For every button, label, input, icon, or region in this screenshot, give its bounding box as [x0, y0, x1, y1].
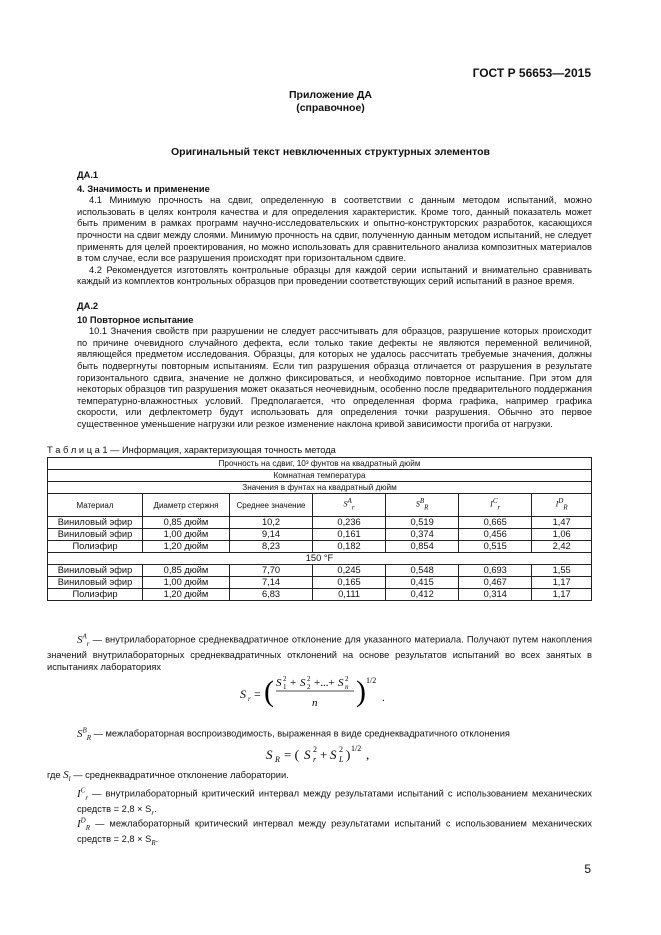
svg-text:.: . — [382, 692, 385, 704]
precision-table — [47, 457, 592, 601]
col-sr: $S^A_r$ — [313, 494, 386, 517]
svg-text:,: , — [366, 747, 370, 762]
note-sR: $S^B_R$ — межлабораторная воспроизводимость, выраженная в виде среднеквадратичного отклонения — [47, 725, 592, 744]
table-row: Полиэфир 1,20 дюйм 8,23 0,182 0,854 0,515 2,42 — [48, 541, 592, 553]
note-ir: $I^C_r$ — внутрилабораторный критический интервал между результатами испытаний с использованием механических средств = $2,8 \times S_r$. — [77, 786, 592, 818]
da2-paragraph-1: 10.1 Значения свойств при разрушении не следует рассчитывать для образцов, разрушение которых происходит по причине очевидного случайного дефекта, если только такие дефекты не являются переменной величиной, являющейся предметом исследования. Образцы, для которых не удалось рассчитать требуемые значения, должны быть подвергнуты повторным испытаниям. Если тип разрушения образца отличается от разрушения в результате горизонтального сдвига, значение не должно фиксироваться, и необходимо повторное испытание. При этом для некоторых образцов тип разрушения может оказаться неочевидным, особенно после предварительного поддержания температурно-влажностных условий. Предполагается, что определенная форма графика, например графика скорости, или дефлектометр будут использовать для определения точки разрушения. Обычно это первое существенное уменьшение нагрузки или резкое изменение наклона кривой зависимости прогиба от нагрузки. — [77, 326, 592, 429]
svg-text:r: r — [313, 755, 317, 764]
svg-text:1: 1 — [283, 683, 287, 691]
svg-text:n: n — [345, 683, 349, 691]
section-da1 — [77, 170, 592, 288]
col-sR: $S^B_R$ — [386, 494, 459, 517]
table-header-1: Прочность на сдвиг, 10³ фунтов на квадратный дюйм — [48, 458, 592, 470]
da1-heading: 4. Значимость и применение — [77, 183, 210, 194]
table-row: Виниловый эфир 1,00 дюйм 9,14 0,161 0,374 0,456 1,06 — [48, 529, 592, 541]
svg-text:+...+: +...+ — [314, 677, 335, 689]
table-header-2: Комнатная температура — [48, 470, 592, 482]
svg-text:2: 2 — [313, 745, 317, 754]
svg-text:S: S — [276, 677, 282, 689]
svg-text:+: + — [320, 747, 328, 762]
note-sr: $S^A_r$ — внутрилабораторное среднеквадратичное отклонение для указанного материала. Получают путем накопления значений внутрилабораторных среднеквадратичных отклонений на основе результатов испытаний во всех занятых в испытаниях лабораториях — [47, 632, 592, 673]
svg-text:S: S — [338, 677, 344, 689]
svg-text:1/2: 1/2 — [351, 744, 362, 753]
col-mean: Среднее значение — [230, 494, 313, 517]
svg-text:L: L — [339, 755, 344, 764]
table-row: Виниловый эфир 0,85 дюйм 7,70 0,245 0,548 0,693 1,55 — [48, 565, 592, 577]
section-title: Оригинальный текст невключенных структурных элементов — [171, 146, 490, 158]
symbol-sR: $S^B_R$ — [77, 726, 92, 742]
svg-text:(: ( — [264, 675, 274, 708]
col-iR: $I^D_R$ — [532, 494, 592, 517]
svg-text:S: S — [304, 747, 311, 762]
da2-label: ДА.2 — [77, 301, 99, 311]
svg-text:S: S — [240, 687, 246, 701]
svg-text:R: R — [275, 755, 280, 764]
svg-text:): ) — [356, 675, 366, 708]
svg-text:=: = — [254, 687, 261, 701]
formula-sr — [240, 672, 400, 716]
da1-paragraph-2: 4.2 Рекомендуется изготовлять контрольные образцы для каждой серии испытаний и внимательно сравнивать каждый из комплектов контрольных образцов при проведении соответствующих серий испытаний в разное время. — [77, 264, 592, 287]
standard-number: ГОСТ Р 56653—2015 — [472, 66, 591, 80]
da1-label: ДА.1 — [77, 170, 99, 180]
svg-text:r: r — [248, 695, 251, 703]
da2-heading: 10 Повторное испытание — [77, 314, 194, 325]
table-caption: Т а б л и ц а 1 — Информация, характеризующая точность метода — [47, 445, 336, 455]
symbol-sr: $S^A_r$ — [77, 632, 90, 648]
svg-text:2: 2 — [339, 745, 343, 754]
col-material: Материал — [48, 494, 143, 517]
col-ir: $I^C_r$ — [459, 494, 532, 517]
svg-text:2: 2 — [307, 675, 311, 683]
svg-text:n: n — [312, 697, 318, 709]
table-row: Виниловый эфир 1,00 дюйм 7,14 0,165 0,415 0,467 1,17 — [48, 577, 592, 589]
page-number: 5 — [584, 862, 591, 876]
appendix-heading — [0, 89, 661, 115]
svg-text:S: S — [266, 747, 273, 762]
appendix-title: Приложение ДА — [289, 89, 372, 101]
section-da2 — [77, 301, 592, 431]
table-row: Полиэфир 1,20 дюйм 6,83 0,111 0,412 0,314 1,17 — [48, 589, 592, 601]
svg-text:2: 2 — [283, 675, 287, 683]
svg-text:1/2: 1/2 — [366, 676, 377, 685]
symbol-iR: $I^D_R$ — [77, 816, 91, 832]
temperature-row: 150 °F — [48, 553, 592, 565]
svg-text:+: + — [290, 677, 297, 689]
table-header-3: Значения в фунтах на квадратный дюйм — [48, 482, 592, 494]
svg-text:2: 2 — [345, 675, 349, 683]
svg-text:S: S — [300, 677, 306, 689]
table-column-headers — [48, 494, 592, 517]
note-iR: $I^D_R$ — межлабораторный критический интервал между результатами испытаний с использованием механических средств = $2,8 \times S_R$. — [77, 816, 592, 848]
note-where: где $S_l$ — среднеквадратичное отклонение лаборатории. — [47, 769, 289, 784]
formula-sR — [266, 741, 386, 767]
col-diameter: Диаметр стержня — [143, 494, 230, 517]
da1-paragraph-1: 4.1 Минимую прочность на сдвиг, определенную в соответствии с данным методом испытаний, можно использовать в целях контроля качества и для определения характеристик. Кроме того, данный показатель может быть применим в рамках программ научно-исследовательских и опытно-конструкторских разработок, касающихся прочности на сдвиг между слоями. Минимую прочность на сдвиг, полученную данным методом испытаний, не следует применять для целей проектирования, но можно использовать для сравнительного анализа композитных материалов в том случае, если все разрушения происходят при горизонтальном сдвиге. — [77, 195, 592, 264]
table-row: Виниловый эфир 0,85 дюйм 10,2 0,236 0,519 0,665 1,47 — [48, 517, 592, 529]
svg-text:S: S — [330, 747, 337, 762]
svg-text:= (: = ( — [284, 747, 299, 762]
symbol-ir: $I^C_r$ — [77, 786, 89, 802]
symbol-sl: $S_l$ — [63, 769, 71, 784]
svg-text:2: 2 — [307, 683, 311, 691]
svg-text:): ) — [346, 747, 351, 762]
appendix-subtitle: (справочное) — [296, 102, 365, 114]
